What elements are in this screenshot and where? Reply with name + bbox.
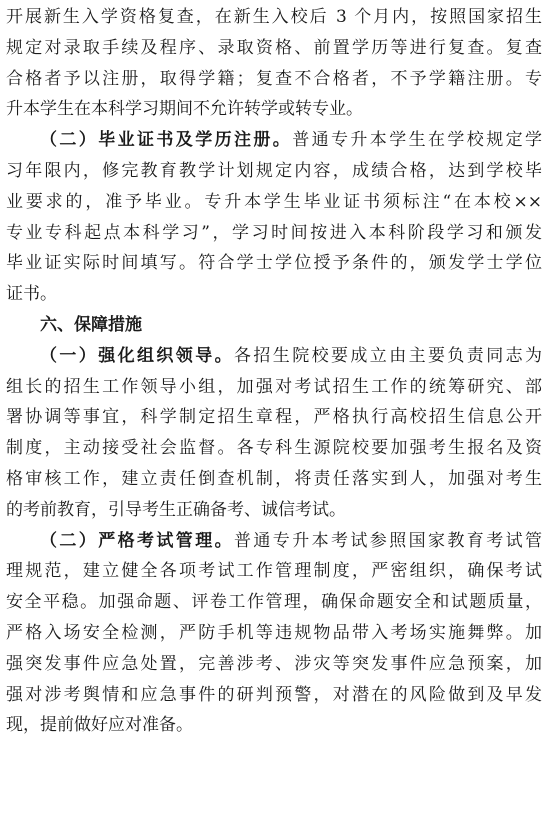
text-line: 毕业证实际时间填写。符合学士学位授予条件的，颁发学士学位 — [6, 253, 542, 274]
text-line: 的考前教育，引导考生正确备考、诚信考试。 — [6, 499, 346, 520]
text-line: 强突发事件应急处置，完善涉考、涉灾等突发事件应急预案，加 — [6, 653, 542, 674]
text-line: 理规范，建立健全各项考试工作管理制度，严密组织，确保考试 — [6, 561, 542, 582]
text-line: 规定对录取手续及程序、录取资格、前置学历等进行复查。复查 — [6, 37, 542, 58]
text-span: 各招生院校要成立由主要负责同志为 — [234, 345, 542, 366]
paragraph-graduation-certificate — [6, 125, 542, 310]
text-line: 开展新生入学资格复查，在新生入校后 3 个月内，按照国家招生 — [6, 7, 542, 27]
text-line: 证书。 — [6, 284, 57, 305]
paragraph-exam-management — [6, 526, 542, 742]
section-heading: 六、保障措施 — [40, 314, 142, 335]
text-line: 署协调等事宜，科学制定招生章程，严格执行高校招生信息公开 — [6, 407, 542, 428]
paragraph-admission-review — [6, 2, 542, 125]
text-line: 习年限内，修完教育教学计划规定内容，成绩合格，达到学校毕 — [6, 160, 542, 181]
text-line-first — [6, 125, 542, 156]
text-line: 合格者予以注册，取得学籍；复查不合格者，不予学籍注册。专 — [6, 68, 542, 89]
text-line: 升本学生在本科学习期间不允许转学或转专业。 — [6, 99, 363, 120]
text-line-first — [6, 526, 542, 557]
paragraph-lead-heading: （二）严格考试管理。 — [40, 530, 234, 551]
text-line: 强对涉考舆情和应急事件的研判预警，对潜在的风险做到及早发 — [6, 684, 542, 705]
text-span: 普通专升本学生在学校规定学 — [292, 130, 542, 151]
text-line: 格审核工作，建立责任倒查机制，将责任落实到人，加强对考生 — [6, 468, 542, 489]
text-line: 严格入场安全检测，严防手机等违规物品带入考场实施舞弊。加 — [6, 622, 542, 643]
text-line: 安全平稳。加强命题、评卷工作管理，确保命题安全和试题质量， — [6, 592, 542, 613]
text-line: 专业专科起点本科学习”，学习时间按进入本科阶段学习和颁发 — [6, 222, 542, 243]
text-line: 组长的招生工作领导小组，加强对考试招生工作的统筹研究、部 — [6, 376, 542, 397]
paragraph-organization-leadership — [6, 341, 542, 526]
paragraph-lead-heading: （一）强化组织领导。 — [40, 345, 234, 366]
paragraph-lead-heading: （二）毕业证书及学历注册。 — [40, 130, 293, 151]
text-span: 普通专升本考试参照国家教育考试管 — [234, 530, 542, 551]
text-line: 业要求的，准予毕业。专升本学生毕业证书须标注“在本校×× — [6, 191, 542, 212]
text-line-first — [6, 341, 542, 372]
text-line: 现，提前做好应对准备。 — [6, 715, 193, 736]
text-line: 制度，主动接受社会监督。各专科生源院校要加强考生报名及资 — [6, 438, 542, 459]
